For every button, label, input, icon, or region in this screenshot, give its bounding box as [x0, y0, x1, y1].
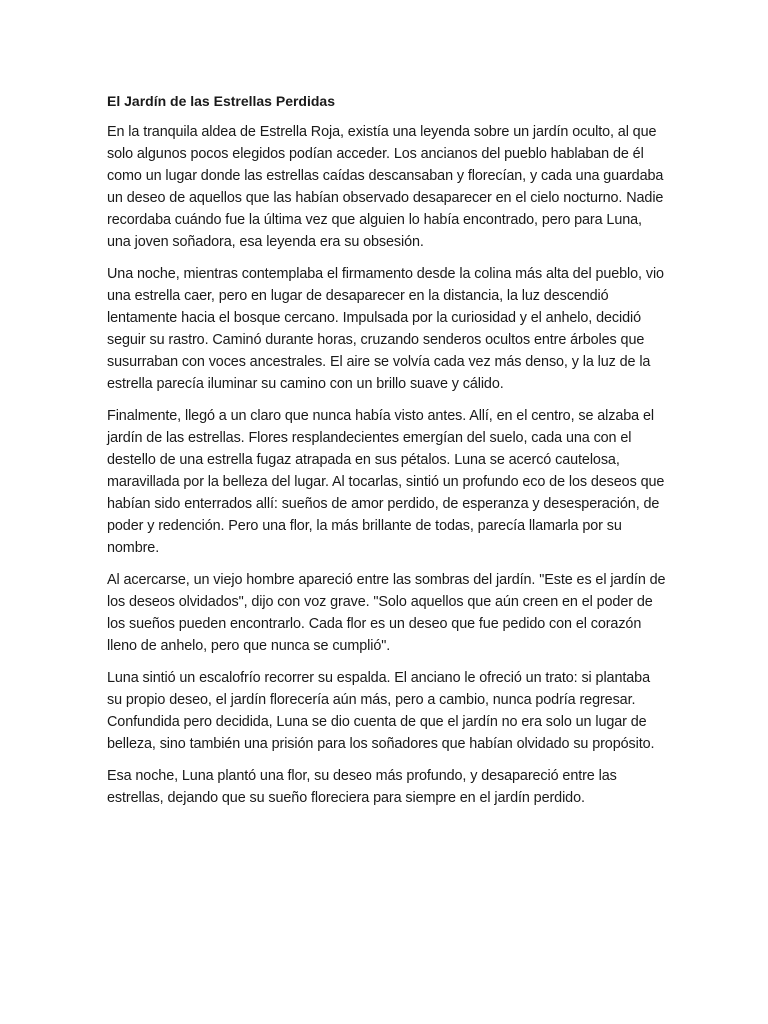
- paragraph-4: Al acercarse, un viejo hombre apareció entre las sombras del jardín. "Este es el jardín de los deseos olvidados", dijo con voz grave. "Solo aquellos que aún creen en el poder de los sueños pueden encontrarlo. Cada flor es un deseo que fue pedido con el corazón lleno de anhelo, pero que nunca se cumplió".: [107, 572, 666, 654]
- paragraph-1: En la tranquila aldea de Estrella Roja, existía una leyenda sobre un jardín oculto, al que solo algunos pocos elegidos podían acceder. Los ancianos del pueblo hablaban de él como un lugar donde las estrellas caídas descansaban y florecían, y cada una guardaba un deseo de aquellos que las habían observado desaparecer en el cielo nocturno. Nadie recordaba cuándo fue la última vez que alguien lo había encontrado, pero para Luna, una joven soñadora, esa leyenda era su obsesión.: [107, 124, 664, 250]
- paragraph-6: Esa noche, Luna plantó una flor, su deseo más profundo, y desapareció entre las estrellas, dejando que su sueño floreciera para siempre en el jardín perdido.: [107, 768, 617, 806]
- document-page: [107, 90, 667, 819]
- document-title: El Jardín de las Estrellas Perdidas: [107, 93, 335, 109]
- paragraph-2: Una noche, mientras contemplaba el firmamento desde la colina más alta del pueblo, vio una estrella caer, pero en lugar de desaparecer en la distancia, la luz descendió lentamente hacia el bosque cercano. Impulsada por la curiosidad y el anhelo, decidió seguir su rastro. Caminó durante horas, cruzando senderos ocultos entre árboles que susurraban con voces ancestrales. El aire se volvía cada vez más denso, y la luz de la estrella parecía iluminar su camino con un brillo suave y cálido.: [107, 266, 664, 392]
- paragraph-3: Finalmente, llegó a un claro que nunca había visto antes. Allí, en el centro, se alzaba el jardín de las estrellas. Flores resplandecientes emergían del suelo, cada una con el destello de una estrella fugaz atrapada en sus pétalos. Luna se acercó cautelosa, maravillada por la belleza del lugar. Al tocarlas, sintió un profundo eco de los deseos que habían sido enterrados allí: sueños de amor perdido, de esperanza y desesperación, de poder y redención. Pero una flor, la más brillante de todas, parecía llamarla por su nombre.: [107, 408, 665, 556]
- paragraph-5: Luna sintió un escalofrío recorrer su espalda. El anciano le ofreció un trato: si plantaba su propio deseo, el jardín florecería aún más, pero a cambio, nunca podría regresar. Confundida pero decidida, Luna se dio cuenta de que el jardín no era solo un lugar de belleza, sino también una prisión para los soñadores que habían olvidado su propósito.: [107, 670, 655, 752]
